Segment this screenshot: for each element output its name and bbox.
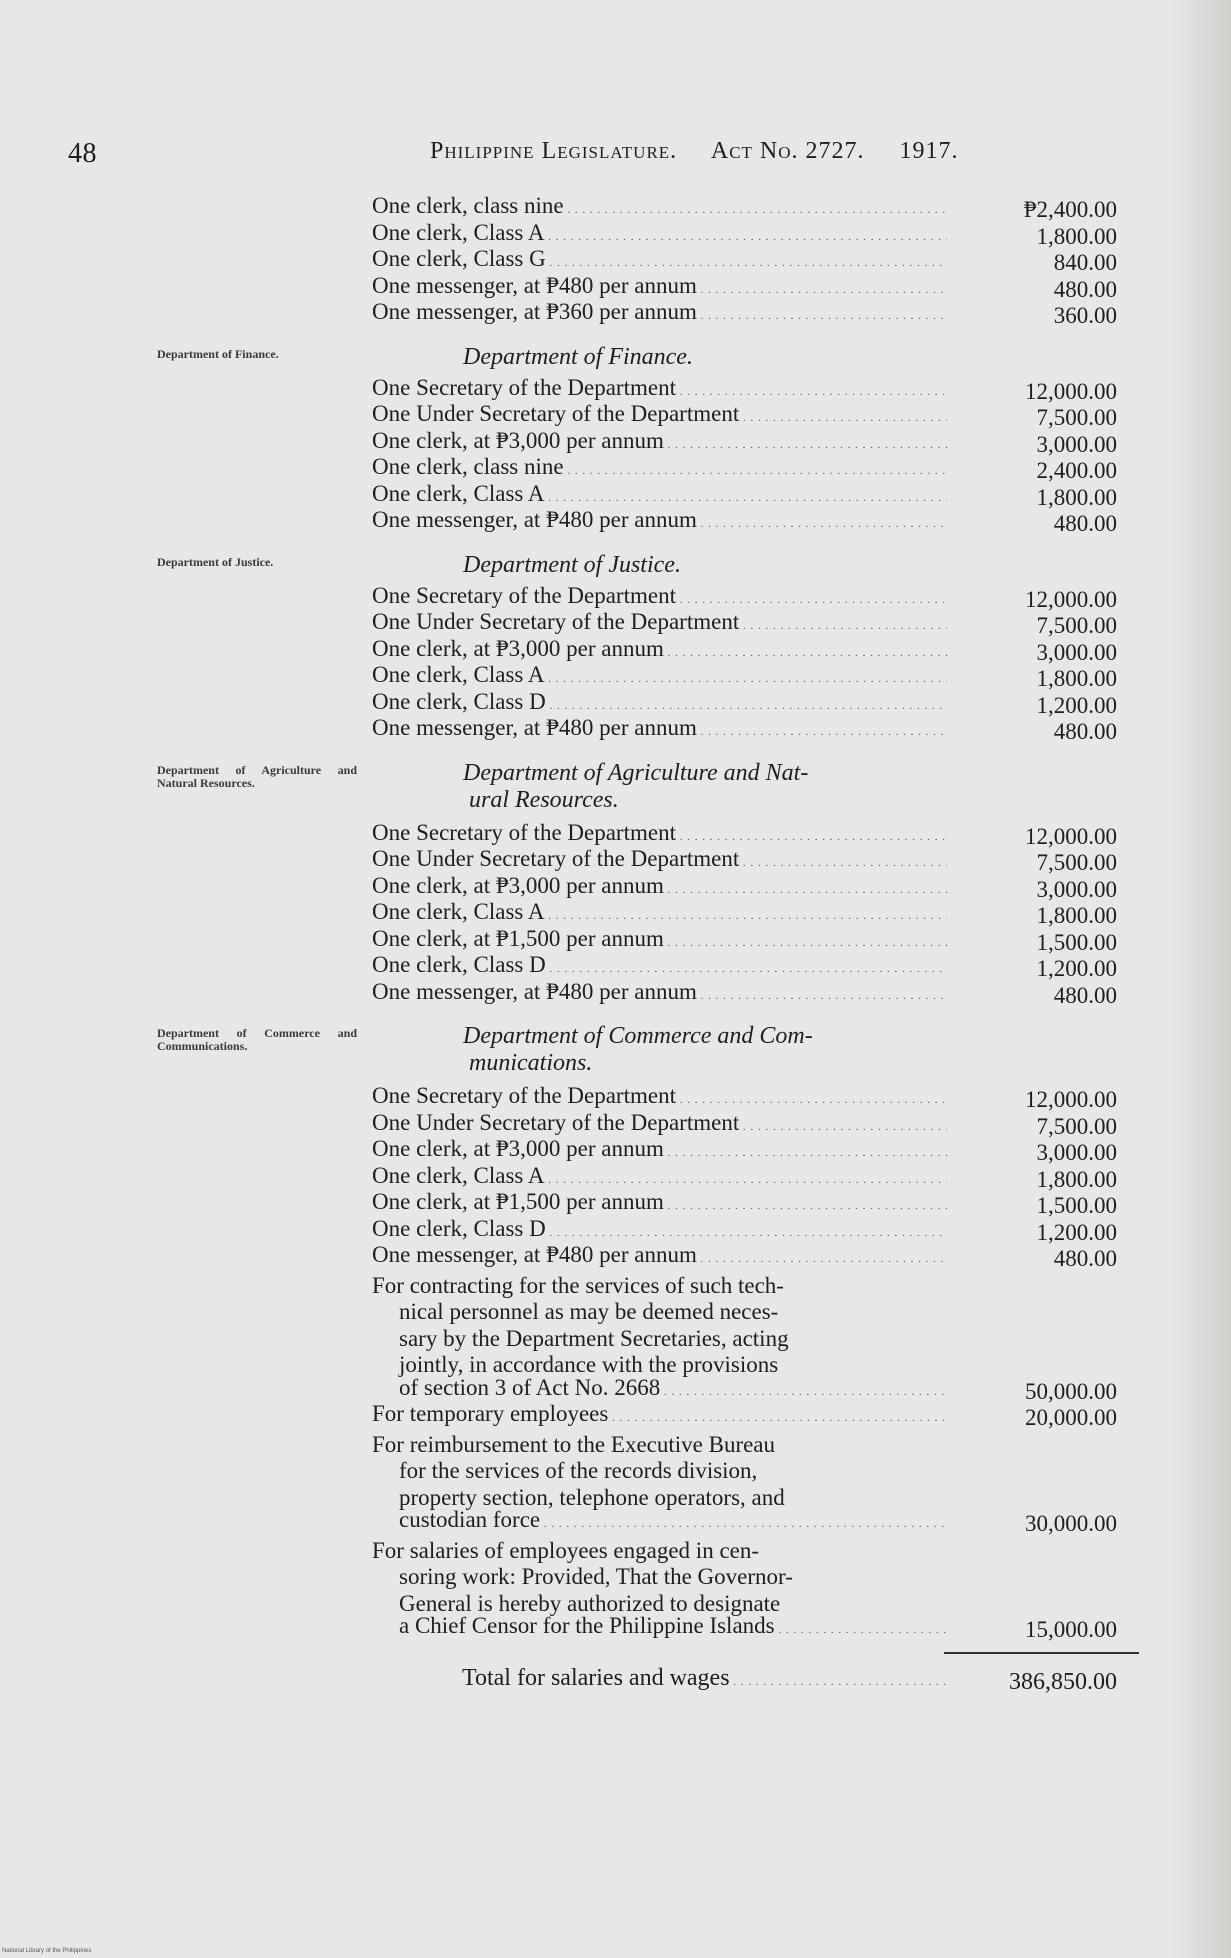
line-item: One messenger, at ₱480 per annum . . . 480.00	[372, 511, 1142, 538]
margin-note: Department of Finance.	[157, 346, 279, 361]
paragraph-item	[372, 1401, 1142, 1432]
page-number: 48	[68, 138, 97, 169]
line-item: custodian force . . . 30,000.00	[372, 1511, 1142, 1538]
line-item: One clerk, Class A . . . 1,800.00	[372, 666, 1142, 693]
running-head-year: 1917.	[899, 138, 959, 164]
line-item: One clerk, Class A . . . 1,800.00	[372, 224, 1142, 251]
section-heading: Department of Justice.	[463, 551, 681, 578]
section-agriculture	[157, 759, 1142, 1010]
line-item: One clerk, Class G . . . 840.00	[372, 250, 1142, 277]
paragraph-line: for the services of the records division,	[399, 1458, 758, 1483]
line-item: One messenger, at ₱360 per annum . . . 360.00	[372, 303, 1142, 330]
line-item: of section 3 of Act No. 2668 . . . 50,000.00	[372, 1379, 1142, 1406]
paragraph-line: soring work: Provided, That the Governor-	[399, 1564, 793, 1589]
paragraph-item	[372, 1538, 1142, 1644]
line-item: For temporary employees . . . 20,000.00	[372, 1405, 1142, 1432]
section-heading-line: ural Resources.	[469, 786, 619, 813]
line-item: One Under Secretary of the Department . . . 7,500.00	[372, 405, 1142, 432]
line-item: One clerk, at ₱1,500 per annum . . . 1,500.00	[372, 1193, 1142, 1220]
section-heading-line: Department of Agriculture and Nat-	[463, 759, 809, 786]
line-item: One clerk, Class A . . . 1,800.00	[372, 903, 1142, 930]
section-justice	[157, 551, 1142, 746]
paragraph-item	[372, 1432, 1142, 1538]
total-row	[372, 1664, 1142, 1696]
line-item: One messenger, at ₱480 per annum . . . 480.00	[372, 719, 1142, 746]
line-item: One clerk, Class A . . . 1,800.00	[372, 1167, 1142, 1194]
line-item: One messenger, at ₱480 per annum . . . 480.00	[372, 277, 1142, 304]
line-item: One messenger, at ₱480 per annum . . . 480.00	[372, 983, 1142, 1010]
line-item: One clerk, Class D . . . 1,200.00	[372, 1220, 1142, 1247]
paragraph-line: property section, telephone operators, and	[399, 1484, 785, 1510]
line-item: One Under Secretary of the Department . . . 7,500.00	[372, 1114, 1142, 1141]
paragraph-line: nical personnel as may be deemed neces-	[399, 1299, 779, 1324]
line-item: One Secretary of the Department . . . 12,000.00	[372, 379, 1142, 406]
page-edge-shadow	[1171, 0, 1231, 1958]
line-item: One messenger, at ₱480 per annum . . . 480.00	[372, 1246, 1142, 1273]
total-label: Total for salaries and wages . . .	[372, 1664, 947, 1696]
running-head-publication: Philippine Legislature.	[430, 138, 678, 164]
running-head-act: Act No. 2727.	[710, 138, 865, 164]
line-item: One Under Secretary of the Department . . . 7,500.00	[372, 613, 1142, 640]
line-item: One Secretary of the Department . . . 12,000.00	[372, 587, 1142, 614]
opening-items	[372, 193, 1142, 330]
paragraph-line: For contracting for the services of such tech-	[372, 1272, 784, 1298]
scan-footer: National Library of the Philippines	[2, 1948, 92, 1954]
total-rule	[944, 1652, 1139, 1654]
section-finance	[157, 343, 1142, 538]
running-head	[430, 138, 959, 165]
margin-note: Department of Agriculture and Natural Resources.	[157, 762, 357, 790]
line-item: One clerk, Class D . . . 1,200.00	[372, 693, 1142, 720]
line-item: One clerk, at ₱3,000 per annum . . . 3,000.00	[372, 640, 1142, 667]
line-item: One clerk, Class A . . . 1,800.00	[372, 485, 1142, 512]
paragraph-line: jointly, in accordance with the provisions	[399, 1352, 779, 1377]
line-item: a Chief Censor for the Philippine Islands . . . 15,000.00	[372, 1617, 1142, 1644]
margin-note: Department of Commerce and Communications.	[157, 1026, 357, 1053]
line-item: One Under Secretary of the Department . . . 7,500.00	[372, 850, 1142, 877]
paragraph-line: General is hereby authorized to designate	[399, 1590, 781, 1616]
paragraph-line: For salaries of employees engaged in cen-	[372, 1537, 760, 1563]
line-item: One clerk, at ₱3,000 per annum . . . 3,000.00	[372, 877, 1142, 904]
total-amount: 386,850.00	[1009, 1668, 1117, 1695]
line-item: One clerk, class nine . . . ₱2,400.00	[372, 197, 1142, 224]
line-item: One clerk, at ₱3,000 per annum . . . 3,000.00	[372, 432, 1142, 459]
paragraph-item	[372, 1273, 1142, 1406]
line-item: One Secretary of the Department . . . 12,000.00	[372, 1087, 1142, 1114]
total-rule-wrap	[372, 1644, 1142, 1658]
line-item: One clerk, class nine . . . 2,400.00	[372, 458, 1142, 485]
line-item: One clerk, at ₱1,500 per annum . . . 1,500.00	[372, 930, 1142, 957]
line-item: One clerk, at ₱3,000 per annum . . . 3,000.00	[372, 1140, 1142, 1167]
margin-note: Department of Justice.	[157, 554, 274, 569]
section-heading-line: Department of Commerce and Com-	[463, 1023, 813, 1049]
section-heading: Department of Finance.	[463, 343, 693, 370]
appropriation-list	[157, 193, 1142, 1696]
section-heading	[372, 1023, 983, 1077]
paragraph-line: sary by the Department Secretaries, acting	[399, 1325, 789, 1351]
section-heading-line: munications.	[469, 1050, 593, 1076]
section-commerce	[157, 1023, 1142, 1644]
section-heading	[372, 760, 983, 814]
paragraph-line: For reimbursement to the Executive Bureau	[372, 1431, 776, 1457]
line-item: One clerk, Class D . . . 1,200.00	[372, 956, 1142, 983]
line-item: One Secretary of the Department . . . 12,000.00	[372, 824, 1142, 851]
